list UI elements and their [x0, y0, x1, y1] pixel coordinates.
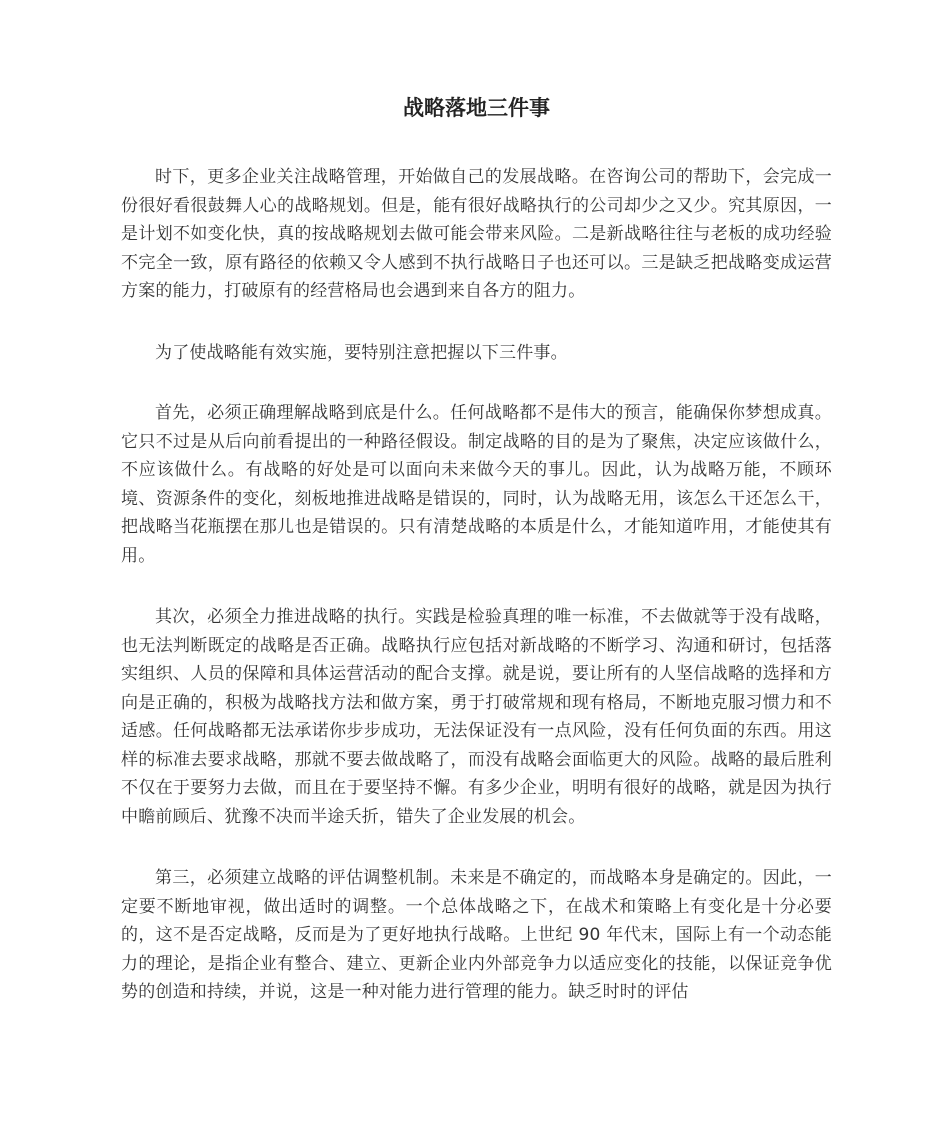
paragraph-intro: 时下，更多企业关注战略管理，开始做自己的发展战略。在咨询公司的帮助下，会完成一份很好看很鼓舞人心的战略规划。但是，能有很好战略执行的公司却少之又少。究其原因，一是计划不如变化快，真的按战略规划去做可能会带来风险。二是新战略往往与老板的成功经验不完全一致，原有路径的依赖又令人感到不执行战略日子也还可以。三是缺乏把战略变成运营方案的能力，打破原有的经营格局也会遇到来自各方的阻力。 — [121, 167, 832, 301]
paragraph-first: 首先，必须正确理解战略到底是什么。任何战略都不是伟大的预言，能确保你梦想成真。它只不过是从后向前看提出的一种路径假设。制定战略的目的是为了聚焦，决定应该做什么，不应该做什么。有战略的好处是可以面向未来做今天的事儿。因此，认为战略万能，不顾环境、资源条件的变化，刻板地推进战略是错误的，同时，认为战略无用，该怎么干还怎么干，把战略当花瓶摆在那儿也是错误的。只有清楚战略的本质是什么，才能知道咋用，才能使其有用。 — [121, 403, 832, 566]
paragraph-third: 第三，必须建立战略的评估调整机制。未来是不确定的，而战略本身是确定的。因此，一定要不断地审视，做出适时的调整。一个总体战略之下，在战术和策略上有变化是十分必要的，这不是否定战略，反而是为了更好地执行战略。上世纪 90 年代末，国际上有一个动态能力的理论，是指企业有整合、建立、更新企业内外部竞争力以适应变化的技能，以保证竞争优势的创造和持续，并说，这是一种对能力进行管理的能力。缺乏时时的评估 — [121, 868, 832, 1002]
paragraph-three-things: 为了使战略能有效实施，要特别注意把握以下三件事。 — [155, 342, 568, 363]
document-title: 战略落地三件事 — [403, 96, 550, 120]
paragraph-second: 其次，必须全力推进战略的执行。实践是检验真理的唯一标准，不去做就等于没有战略，也无法判断既定的战略是否正确。战略执行应包括对新战略的不断学习、沟通和研讨，包括落实组织、人员的保障和具体运营活动的配合支撑。就是说，要让所有的人坚信战略的选择和方向是正确的，积极为战略找方法和做方案，勇于打破常规和现有格局，不断地克服习惯力和不适感。任何战略都无法承诺你步步成功，无法保证没有一点风险，没有任何负面的东西。用这样的标准去要求战略，那就不要去做战略了，而没有战略会面临更大的风险。战略的最后胜利不仅在于要努力去做，而且在于要坚持不懈。有多少企业，明明有很好的战略，就是因为执行中瞻前顾后、犹豫不决而半途夭折，错失了企业发展的机会。 — [121, 607, 832, 827]
